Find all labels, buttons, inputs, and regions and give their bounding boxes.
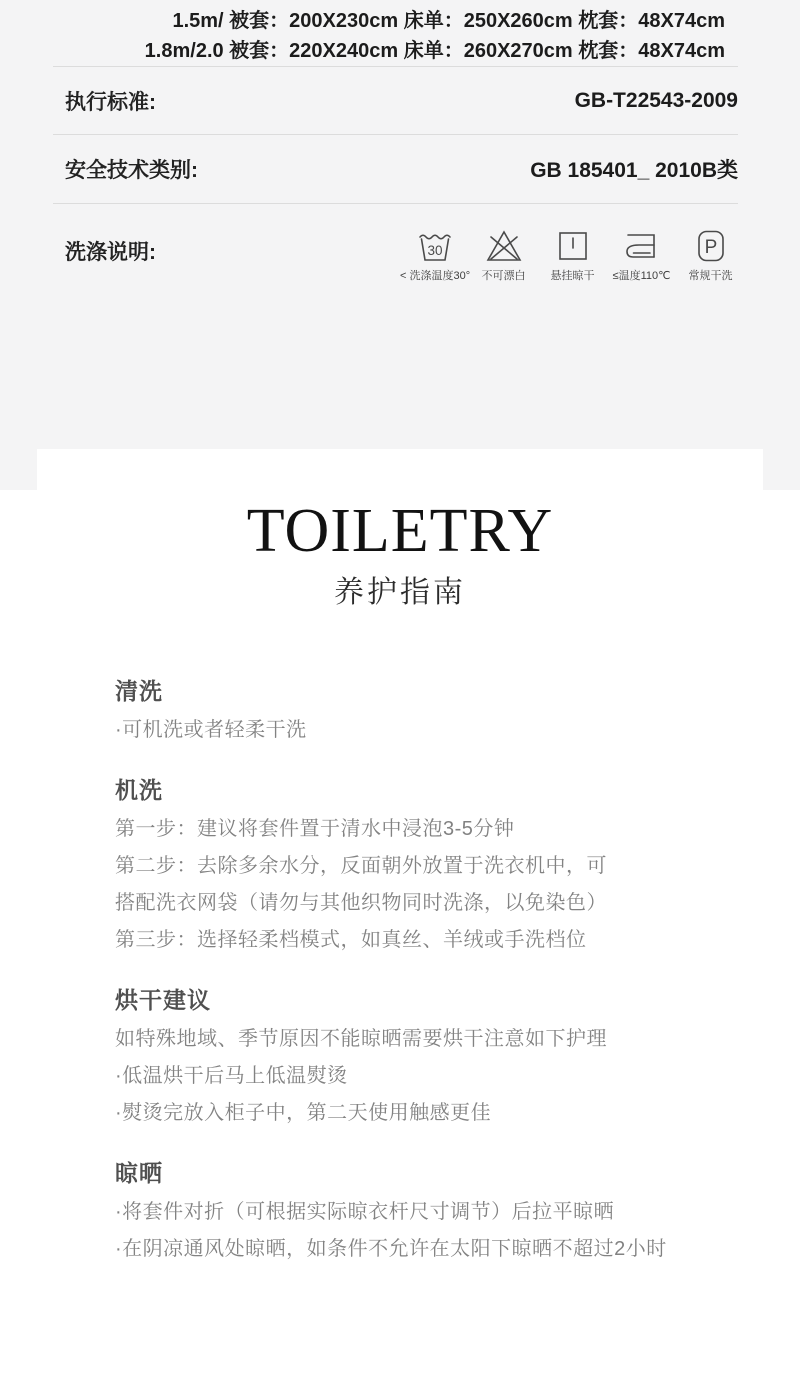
- iron-110-icon: [622, 228, 662, 264]
- care-section-machine-wash: [115, 775, 730, 959]
- section-heading: 机洗: [115, 777, 163, 803]
- wash-instructions-label: 洗涤说明:: [65, 241, 156, 264]
- safety-class-value: GB 185401_ 2010B类: [530, 159, 738, 182]
- dry-clean-icon: [691, 228, 731, 264]
- care-symbol-caption: ≤温度110℃: [612, 270, 671, 282]
- care-symbol-wash30: [400, 228, 469, 283]
- care-line: 第二步：去除多余水分，反面朝外放置于洗衣机中，可: [115, 855, 607, 877]
- section-heading: 晾晒: [115, 1160, 163, 1186]
- care-symbol-hang-dry: [538, 228, 607, 283]
- svg-text:30: 30: [426, 243, 443, 258]
- care-symbol-caption: < 洗涤温度30°: [400, 270, 471, 282]
- care-symbol-strip: [400, 228, 745, 283]
- care-section-tumble-dry: [115, 985, 730, 1132]
- safety-class-label: 安全技术类别:: [65, 159, 198, 182]
- care-guide-title-en: TOILETRY: [246, 497, 554, 565]
- svg-text:P: P: [704, 237, 717, 258]
- standard-label: 执行标准:: [65, 90, 156, 114]
- care-guide-content: [0, 612, 800, 1268]
- size-spec-block: [0, 0, 800, 66]
- product-spec-panel: [0, 0, 800, 449]
- wash-30-icon: [415, 228, 455, 264]
- card-top-shoulder: [0, 449, 800, 490]
- size-line-1.5m: 1.5m/ 被套：200X230cm 床单：250X260cm 枕套：48X74cm: [172, 10, 725, 32]
- care-symbol-caption: 不可漂白: [481, 270, 526, 282]
- section-heading: 烘干建议: [115, 987, 211, 1013]
- care-guide-title-cn: 养护指南: [334, 576, 466, 609]
- care-line: 第一步：建议将套件置于清水中浸泡3-5分钟: [115, 818, 515, 840]
- spec-row-standard: [0, 67, 800, 134]
- care-section-sun-dry: [115, 1158, 730, 1268]
- care-line: ·将套件对折（可根据实际晾衣杆尺寸调节）后拉平晾晒: [115, 1201, 615, 1223]
- care-line: ·在阴凉通风处晾晒，如条件不允许在太阳下晾晒不超过2小时: [115, 1238, 667, 1260]
- card-top-edge: [37, 449, 763, 490]
- care-line: 如特殊地域、季节原因不能晾晒需要烘干注意如下护理: [115, 1028, 607, 1050]
- care-guide-card: [0, 498, 800, 1400]
- care-symbol-dry-clean: [676, 228, 745, 283]
- section-heading: 清洗: [115, 678, 163, 704]
- care-line: 搭配洗衣网袋（请勿与其他织物同时洗涤，以免染色）: [115, 892, 607, 914]
- care-symbol-iron: [607, 228, 676, 283]
- care-symbol-caption: 常规干洗: [688, 270, 733, 282]
- spec-row-safety-class: [0, 135, 800, 203]
- care-symbol-caption: 悬挂晾干: [550, 270, 595, 282]
- care-line: ·低温烘干后马上低温熨烫: [115, 1065, 348, 1087]
- hang-dry-icon: [553, 228, 593, 264]
- care-line: ·可机洗或者轻柔干洗: [115, 719, 307, 741]
- size-line-1.8m: 1.8m/2.0 被套：220X240cm 床单：260X270cm 枕套：48X74cm: [144, 40, 725, 62]
- no-bleach-icon: [484, 228, 524, 264]
- standard-value: GB-T22543-2009: [574, 88, 738, 112]
- wash-instructions-row: [0, 204, 800, 283]
- care-section-cleaning: [115, 676, 730, 749]
- care-line: ·熨烫完放入柜子中，第二天使用触感更佳: [115, 1102, 492, 1124]
- care-symbol-no-bleach: [469, 228, 538, 283]
- care-line: 第三步：选择轻柔档模式，如真丝、羊绒或手洗档位: [115, 929, 587, 951]
